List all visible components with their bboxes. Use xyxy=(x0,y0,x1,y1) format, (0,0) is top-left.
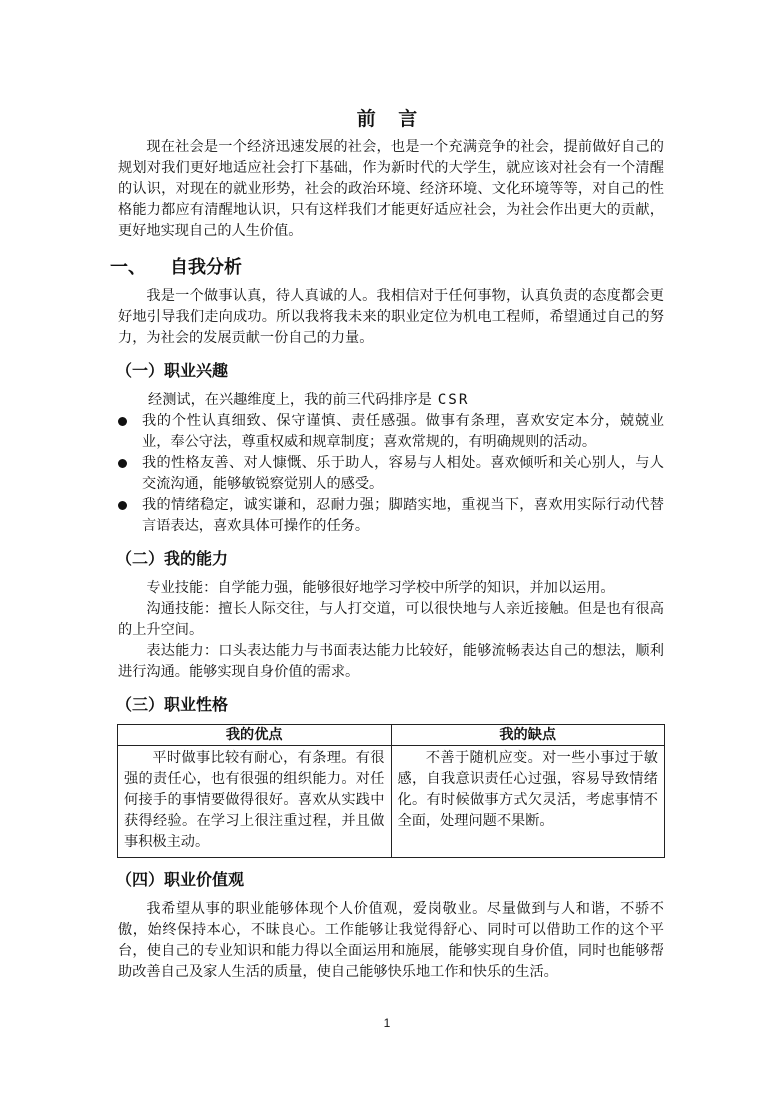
ability-paragraph: 表达能力：口头表达能力与书面表达能力比较好，能够流畅表达自己的想法，顺利进行沟通。能够实现自身价值的需求。 xyxy=(118,643,664,680)
values-paragraph: 我希望从事的职业能够体现个人价值观，爱岗敬业。尽量做到与人和谐，不骄不傲，始终保持本心，不昧良心。工作能够让我觉得舒心、同时可以借助工作的这个平台，使自己的专业知识和能力得以全面运用和施展，能够实现自身价值，同时也能够帮助改善自己及家人生活的质量，使自己能够快乐地工作和快乐的生活。 xyxy=(118,901,664,980)
bullet-icon xyxy=(118,459,127,468)
self-analysis-paragraph: 我是一个做事认真，待人真诚的人。我相信对于任何事物，认真负责的态度都会更好地引导我们走向成功。所以我将我未来的职业定位为机电工程师，希望通过自己的努力，为社会的发展贡献一份自己的力量。 xyxy=(118,288,664,346)
ability-paragraph: 沟通技能：擅长人际交往，与人打交道，可以很快地与人亲近接触。但是也有很高的上升空间。 xyxy=(118,601,664,638)
weaknesses-cell xyxy=(391,746,665,858)
ability-heading: （二）我的能力 xyxy=(116,549,229,568)
page-content xyxy=(110,100,664,983)
list-item xyxy=(118,495,664,537)
section-number: 一、 xyxy=(110,257,146,278)
weaknesses-header: 我的缺点 xyxy=(391,725,665,746)
list-item-text: 我的情绪稳定，诚实谦和，忍耐力强；脚踏实地，重视当下，喜欢用实际行动代替言语表达，喜欢具体可操作的任务。 xyxy=(142,497,664,534)
list-item-text: 我的个性认真细致、保守谨慎、责任感强。做事有条理，喜欢安定本分，兢兢业业，奉公守法，尊重权威和规章制度；喜欢常规的，有明确规则的活动。 xyxy=(142,413,664,450)
ability-paragraph: 专业技能：自学能力强，能够很好地学习学校中所学的知识，并加以运用。 xyxy=(146,580,615,596)
list-item-text: 我的性格友善、对人慷慨、乐于助人，容易与人相处。喜欢倾听和关心别人，与人交流沟通，能够敏锐察觉别人的感受。 xyxy=(142,455,664,492)
interest-test-text: 经测试，在兴趣维度上，我的前三代码排序是 xyxy=(148,392,432,408)
list-item xyxy=(118,453,664,495)
interest-heading: （一）职业兴趣 xyxy=(116,361,229,380)
personality-table xyxy=(117,724,665,858)
section-title: 自我分析 xyxy=(170,257,242,278)
strengths-cell xyxy=(118,746,392,858)
strengths-text: 平时做事比较有耐心，有条理。有很强的责任心，也有很强的组织能力。对任何接手的事情要做得很好。喜欢从实践中获得经验。在学习上很注重过程，并且做事积极主动。 xyxy=(124,750,385,850)
bullet-icon xyxy=(118,417,127,426)
strengths-header: 我的优点 xyxy=(118,725,392,746)
personality-heading: （三）职业性格 xyxy=(116,695,229,714)
section-heading-self-analysis xyxy=(110,256,664,280)
preface-title: 前 言 xyxy=(356,108,426,130)
table-header-row xyxy=(118,725,665,746)
interest-bullet-list xyxy=(118,411,664,537)
list-item xyxy=(118,411,664,453)
bullet-icon xyxy=(118,501,127,510)
page-number: 1 xyxy=(383,1016,391,1030)
interest-test-result xyxy=(118,390,664,411)
interest-code: CSR xyxy=(437,392,470,408)
values-heading: （四）职业价值观 xyxy=(116,870,245,889)
table-row xyxy=(118,746,665,858)
weaknesses-text: 不善于随机应变。对一些小事过于敏感，自我意识责任心过强，容易导致情绪化。有时候做事方式欠灵活，考虑事情不全面，处理问题不果断。 xyxy=(397,750,658,829)
preface-paragraph: 现在社会是一个经济迅速发展的社会，也是一个充满竞争的社会，提前做好自己的规划对我们更好地适应社会打下基础，作为新时代的大学生，就应该对社会有一个清醒的认识，对现在的就业形势，社会的政治环境、经济环境、文化环境等等，对自己的性格能力都应有清醒地认识，只有这样我们才能更好适应社会，为社会作出更大的贡献，更好地实现自己的人生价值。 xyxy=(118,139,664,239)
